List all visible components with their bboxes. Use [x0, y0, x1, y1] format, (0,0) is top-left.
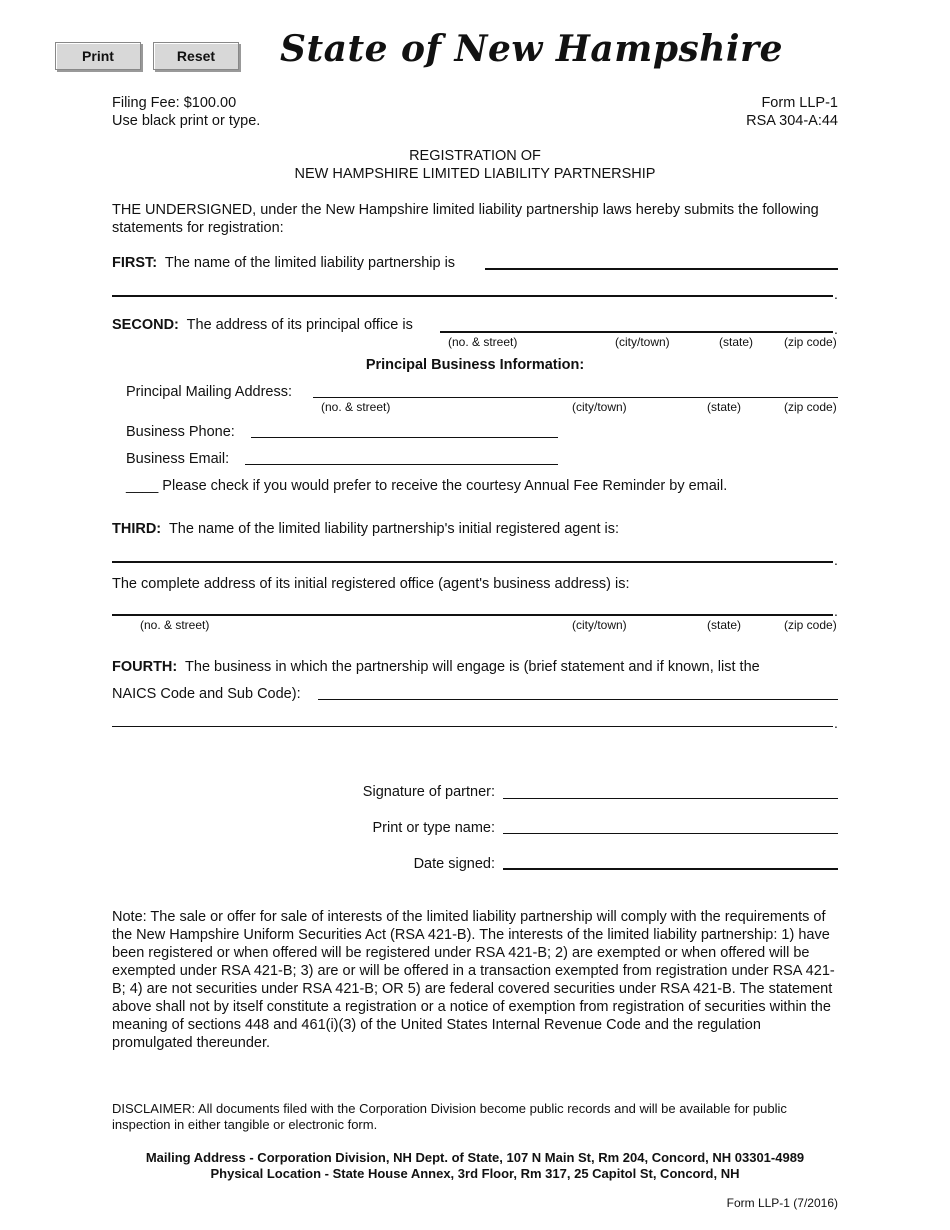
signature-field[interactable] — [503, 798, 838, 799]
partnership-name-field-line2[interactable] — [112, 295, 833, 297]
caption-city: (city/town) — [615, 335, 670, 349]
registered-office-field[interactable] — [112, 614, 833, 616]
registered-agent-field[interactable] — [112, 561, 833, 563]
caption-city: (city/town) — [572, 618, 627, 632]
date-signed-field[interactable] — [503, 868, 838, 870]
period: . — [834, 286, 838, 302]
second-text: The address of its principal office is — [186, 317, 413, 333]
first-label: FIRST: — [112, 255, 158, 271]
caption-state: (state) — [707, 618, 742, 632]
caption-zip: (zip code) — [784, 400, 837, 414]
caption-street: (no. & street) — [140, 618, 210, 632]
business-email-field[interactable] — [245, 464, 558, 465]
caption-street: (no. & street) — [321, 400, 391, 414]
caption-zip: (zip code) — [784, 335, 837, 349]
email-reminder-checkbox[interactable]: ____ — [126, 478, 159, 494]
partnership-name-field[interactable] — [485, 268, 838, 270]
caption-state: (state) — [707, 400, 742, 414]
caption-state: (state) — [719, 335, 754, 349]
caption-city: (city/town) — [572, 400, 627, 414]
mailing-address-footer: Mailing Address - Corporation Division, NH Dept. of State, 107 N Main St, Rm 204, Concord, NH 03301-4989 — [145, 1150, 805, 1165]
email-reminder-row — [126, 477, 727, 495]
business-purpose-field-line2[interactable] — [112, 726, 833, 727]
fourth-section — [112, 658, 760, 676]
period: . — [834, 715, 838, 731]
statute: RSA 304-A:44 — [746, 113, 838, 129]
form-title-line1: REGISTRATION OF — [409, 148, 541, 164]
securities-note: Note: The sale or offer for sale of interests of the limited liability partnership will comply with the requirements of the New Hampshire Uniform Securities Act (RSA 421-B). The interests of the limited liability partnership: 1) have been registered or when offered will be registered under RSA 421-B; 2) are exempted or when offered will be exempted under RSA 421-B; 3) are or will be offered in a transaction exempted from registration under RSA 421-B; 4) are not securities under RSA 421-B; OR 5) are federal covered securities under RSA 421-B. The statement above shall not by itself constitute a registration or a notice of exemption from registration of securities within the meaning of sections 448 and 461(i)(3) of the United States Internal Revenue Code and the regulation promulgated thereunder. — [112, 909, 835, 1051]
first-section — [112, 254, 455, 272]
reset-button[interactable]: Reset — [153, 42, 239, 70]
third-section — [112, 520, 619, 538]
second-label: SECOND: — [112, 317, 179, 333]
form-id: Form LLP-1 — [761, 95, 838, 111]
filing-fee: Filing Fee: $100.00 — [112, 95, 237, 111]
principal-office-field[interactable] — [440, 331, 833, 333]
mailing-address-label: Principal Mailing Address: — [126, 384, 293, 400]
date-signed-label: Date signed: — [413, 856, 495, 872]
period: . — [834, 552, 838, 568]
registered-office-text: The complete address of its initial registered office (agent's business address) is: — [112, 576, 630, 592]
signature-label: Signature of partner: — [362, 784, 495, 800]
physical-location-footer: Physical Location - State House Annex, 3rd Floor, Rm 317, 25 Capitol St, Concord, NH — [210, 1166, 740, 1181]
third-text: The name of the limited liability partnership's initial registered agent is: — [168, 521, 620, 537]
mailing-address-field[interactable] — [313, 397, 838, 398]
business-info-heading: Principal Business Information: — [365, 357, 585, 373]
business-purpose-field[interactable] — [318, 699, 838, 700]
second-section — [112, 316, 413, 334]
period: . — [834, 603, 838, 619]
form-version: Form LLP-1 (7/2016) — [726, 1196, 838, 1210]
state-title: State of New Hampshire — [280, 28, 783, 70]
business-phone-field[interactable] — [251, 437, 558, 438]
print-note: Use black print or type. — [112, 113, 261, 129]
fourth-label: FOURTH: — [112, 659, 178, 675]
print-button[interactable]: Print — [55, 42, 141, 70]
disclaimer: DISCLAIMER: All documents filed with the Corporation Division become public records and will be available for public inspection in either tangible or electronic form. — [112, 1101, 787, 1132]
caption-street: (no. & street) — [448, 335, 518, 349]
print-name-field[interactable] — [503, 833, 838, 834]
intro-paragraph: THE UNDERSIGNED, under the New Hampshire limited liability partnership laws hereby submits the following statements for registration: — [112, 202, 819, 236]
email-reminder-text: Please check if you would prefer to receive the courtesy Annual Fee Reminder by email. — [162, 478, 728, 494]
fourth-text2: NAICS Code and Sub Code): — [112, 686, 301, 702]
form-title-line2: NEW HAMPSHIRE LIMITED LIABILITY PARTNERSHIP — [294, 166, 656, 182]
third-label: THIRD: — [112, 521, 162, 537]
print-name-label: Print or type name: — [372, 820, 495, 836]
business-email-label: Business Email: — [126, 451, 230, 467]
caption-zip: (zip code) — [784, 618, 837, 632]
business-phone-label: Business Phone: — [126, 424, 235, 440]
fourth-text1: The business in which the partnership will engage is (brief statement and if known, list the — [185, 659, 760, 675]
first-text: The name of the limited liability partnership is — [164, 255, 456, 271]
period: . — [834, 321, 838, 337]
